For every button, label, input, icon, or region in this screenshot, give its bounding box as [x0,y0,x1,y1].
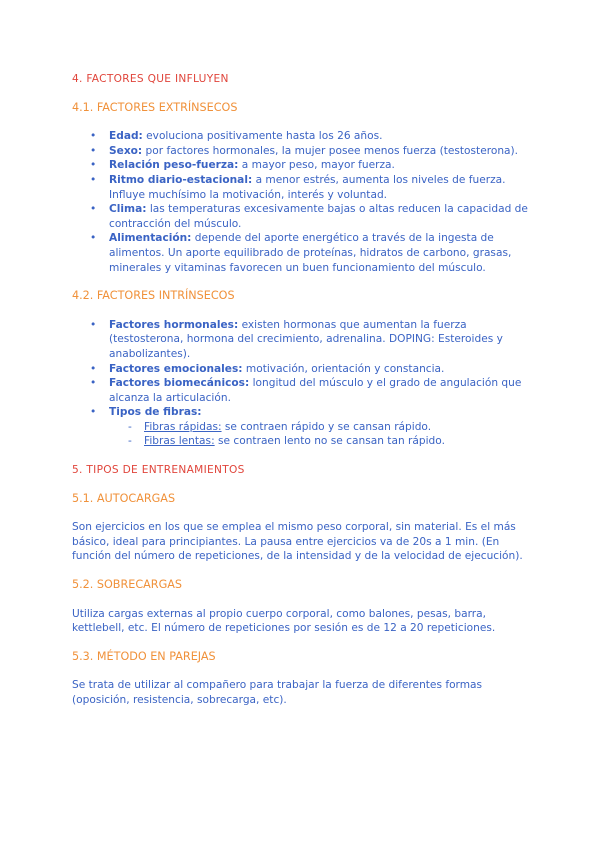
list-item: - Fibras lentas: se contraen lento no se cansan tan rápido. [144,434,528,449]
section-5-1-title: 5.1. AUTOCARGAS [72,491,176,505]
intrinsic-factors-list [72,318,528,449]
section-4-1-title: 4.1. FACTORES EXTRÍNSECOS [72,100,238,114]
section-5-2-body: Utiliza cargas externas al propio cuerpo corporal, como balones, pesas, barra, kettlebell, etc. El número de repeticiones por sesión es de 12 a 20 repeticiones. [72,607,496,635]
list-item: • Factores biomecánicos: longitud del músculo y el grado de angulación que alcanza la articulación. [109,376,528,405]
list-item: • Relación peso-fuerza: a mayor peso, mayor fuerza. [109,158,528,173]
list-item: • Ritmo diario-estacional: a menor estrés, aumenta los niveles de fuerza. Influye muchísimo la motivación, interés y voluntad. [109,173,528,202]
section-4-2-title: 4.2. FACTORES INTRÍNSECOS [72,289,235,303]
section-4-title: 4. FACTORES QUE INFLUYEN [72,73,229,85]
list-item: • Tipos de fibras: - Fibras rápidas: se contraen rápido y se cansan rápido. - Fibras lentas: se contraen lento no se cansan tan rápido. [109,405,528,449]
extrinsic-factors-list [72,129,528,275]
section-5-3-title: 5.3. MÉTODO EN PAREJAS [72,649,216,663]
section-5-2-title: 5.2. SOBRECARGAS [72,578,182,592]
list-item: • Edad: evoluciona positivamente hasta los 26 años. [109,129,528,144]
list-item: • Factores emocionales: motivación, orientación y constancia. [109,362,528,377]
section-5-3-body: Se trata de utilizar al compañero para trabajar la fuerza de diferentes formas (oposición, resistencia, sobrecarga, etc). [72,679,483,706]
fiber-types-list [109,420,528,449]
list-item: • Alimentación: depende del aporte energético a través de la ingesta de alimentos. Un aporte equilibrado de proteínas, hidratos de carbono, grasas, minerales y vitaminas favorecen un buen funcionamiento del músculo. [109,231,528,275]
list-item: • Factores hormonales: existen hormonas que aumentan la fuerza (testosterona, hormona del crecimiento, adrenalina. DOPING: Esteroides y anabolizantes). [109,318,528,362]
section-5-1-body: Son ejercicios en los que se emplea el mismo peso corporal, sin material. Es el más básico, ideal para principiantes. La pausa entre ejercicios va de 20s a 1 min. (En función del número de repeticiones, de la intensidad y de la velocidad de ejecución). [72,521,523,563]
list-item: - Fibras rápidas: se contraen rápido y se cansan rápido. [144,420,528,435]
list-item: • Clima: las temperaturas excesivamente bajas o altas reducen la capacidad de contracción del músculo. [109,202,528,231]
list-item: • Sexo: por factores hormonales, la mujer posee menos fuerza (testosterona). [109,144,528,159]
section-5-title: 5. TIPOS DE ENTRENAMIENTOS [72,464,245,477]
